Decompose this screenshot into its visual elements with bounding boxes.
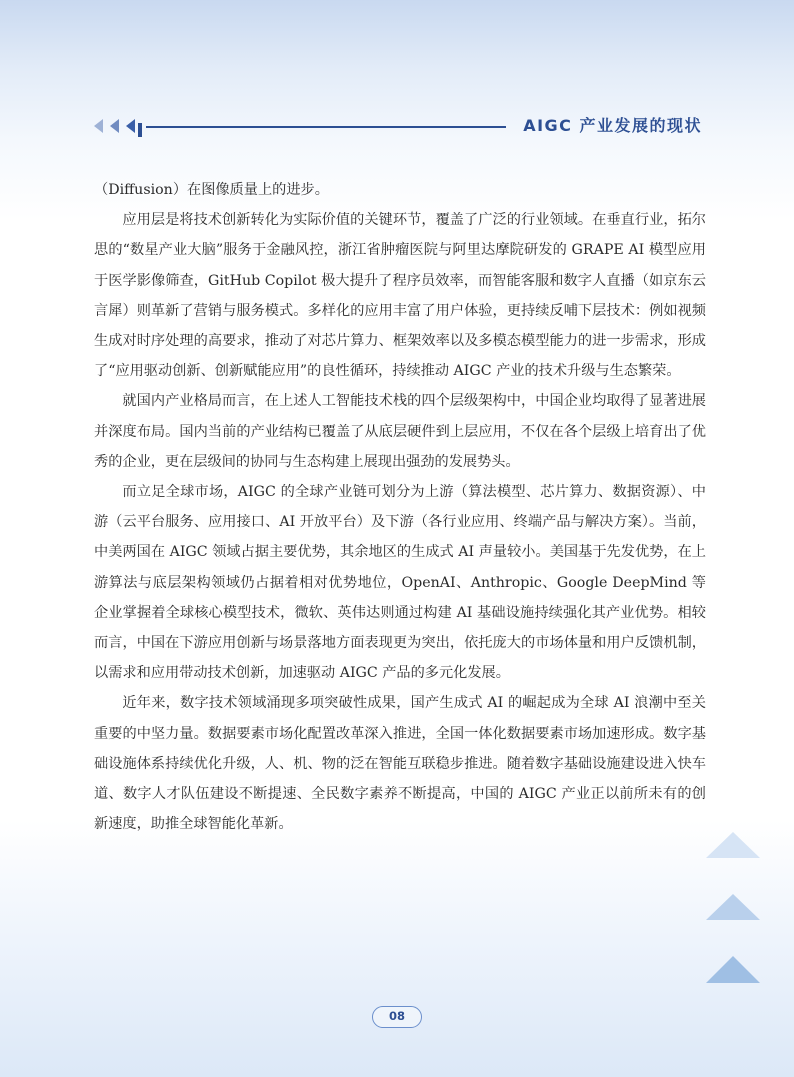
paragraph-global-market: 而立足全球市场，AIGC 的全球产业链可划分为上游（算法模型、芯片算力、数据资源）、中游（云平台服务、应用接口、AI 开放平台）及下游（各行业应用、终端产品与解决方案）。当前，中美两国在 AIGC 领域占据主要优势，其余地区的生成式 AI 声量较小。美国基于先发优势，在上游算法与底层架构领域仍占据着相对优势地位，OpenAI、Anthropic、Google DeepMind 等企业掌握着全球核心模型技术，微软、英伟达则通过构建 AI 基础设施持续强化其产业优势。相较而言，中国在下游应用创新与场景落地方面表现更为突出，依托庞大的市场体量和用户反馈机制，以需求和应用带动技术创新，加速驱动 AIGC 产品的多元化发展。 [94, 484, 706, 682]
chevron-left-icon [110, 119, 119, 133]
decorative-triangle-icon [706, 956, 760, 983]
decorative-triangle-icon [706, 832, 760, 858]
header-chevrons [94, 119, 154, 135]
paragraph-continuation: （Diffusion）在图像质量上的进步。 [94, 182, 329, 198]
running-header [94, 113, 706, 141]
paragraph-application-layer: 应用层是将技术创新转化为实际价值的关键环节，覆盖了广泛的行业领域。在垂直行业，拓尔思的“数星产业大脑”服务于金融风控，浙江省肿瘤医院与阿里达摩院研发的 GRAPE AI 模型应用于医学影像筛查，GitHub Copilot 极大提升了程序员效率，而智能客服和数字人直播（如京东云言犀）则革新了营销与服务模式。多样化的应用丰富了用户体验，更持续反哺下层技术：例如视频生成对时序处理的高要求，推动了对芯片算力、框架效率以及多模态模型能力的进一步需求，形成了“应用驱动创新、创新赋能应用”的良性循环，持续推动 AIGC 产业的技术升级与生态繁荣。 [94, 212, 706, 380]
body-text [94, 175, 706, 839]
chevron-left-icon [126, 119, 135, 133]
paragraph-domestic-landscape: 就国内产业格局而言，在上述人工智能技术栈的四个层级架构中，中国企业均取得了显著进展并深度布局。国内当前的产业结构已覆盖了从底层硬件到上层应用，不仅在各个层级上培育出了优秀的企业，更在层级间的协同与生态构建上展现出强劲的发展势头。 [94, 393, 706, 470]
section-title: AIGC 产业发展的现状 [523, 116, 702, 135]
page-number: 08 [372, 1006, 422, 1028]
paragraph-recent-progress: 近年来，数字技术领域涌现多项突破性成果，国产生成式 AI 的崛起成为全球 AI 浪潮中至关重要的中坚力量。数据要素市场化配置改革深入推进，全国一体化数据要素市场加速形成。数字基础设施体系持续优化升级，人、机、物的泛在智能互联稳步推进。随着数字基础设施建设进入快车道、数字人才队伍建设不断提速、全民数字素养不断提高，中国的 AIGC 产业正以前所未有的创新速度，助推全球智能化革新。 [94, 695, 706, 833]
decorative-triangle-icon [706, 894, 760, 920]
chevron-left-icon [94, 119, 103, 133]
chevron-bar-icon [138, 123, 142, 137]
header-rule [146, 126, 506, 128]
